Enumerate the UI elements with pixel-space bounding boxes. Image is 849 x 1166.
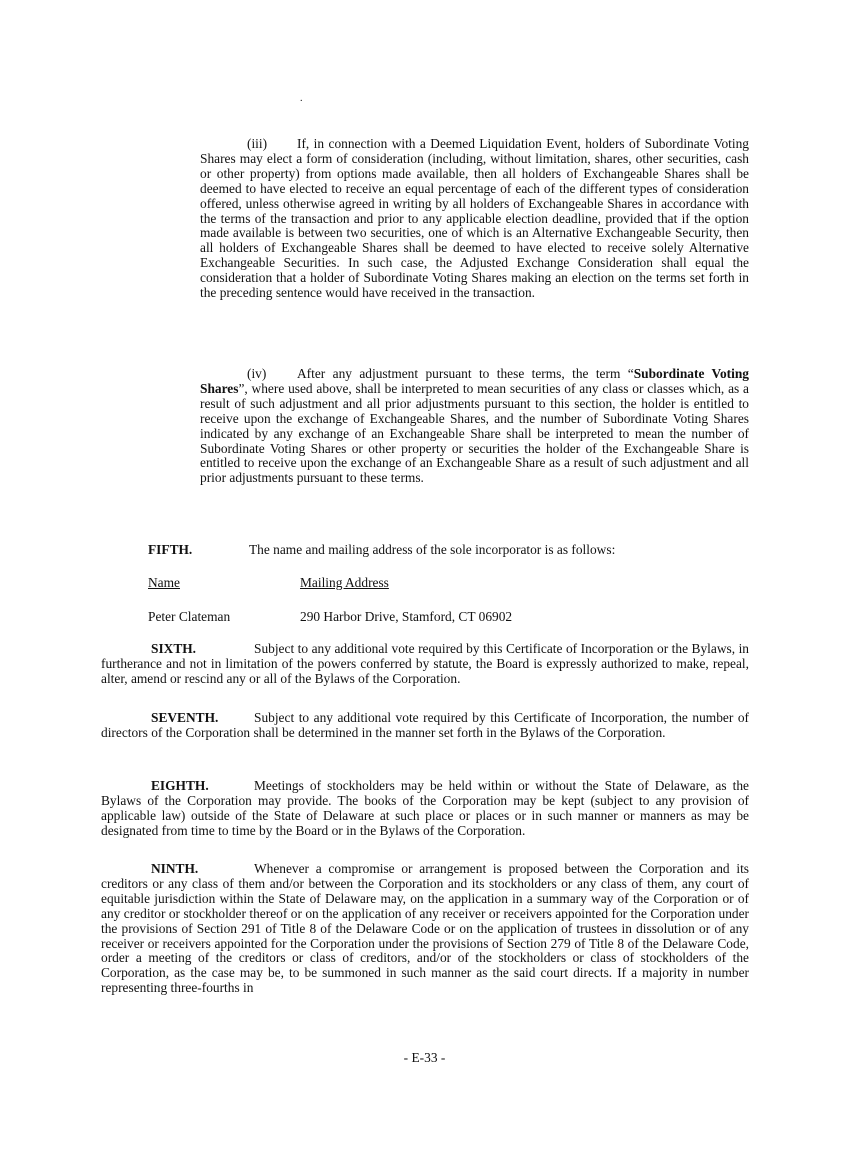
article-ninth [101, 862, 749, 996]
incorporator-name: Peter Clateman [148, 609, 231, 624]
seventh-text: Subject to any additional vote required by this Certificate of Incorporation, the number of directors of the Corporation shall be determined in the manner set forth in the Bylaws of the Corporation. [101, 710, 749, 740]
incorporator-address: 290 Harbor Drive, Stamford, CT 06902 [300, 609, 513, 624]
article-eighth [101, 779, 749, 839]
clause-iv-defined-term: Subordinate Voting Shares [200, 366, 749, 396]
fifth-text: The name and mailing address of the sole incorporator is as follows: [249, 542, 616, 557]
article-seventh [101, 711, 749, 741]
clause-iv-number: (iv) [247, 366, 267, 381]
ninth-heading: NINTH. [151, 861, 199, 876]
eighth-text: Meetings of stockholders may be held within or without the State of Delaware, as the Bylaws of the Corporation may provide. The books of the Corporation may be kept (subject to any provision of applicable law) outside of the State of Delaware at such place or places or in such manner or manners as may be designated from time to time by the Board or in the Bylaws of the Corporation. [101, 778, 749, 838]
clause-iv [200, 367, 749, 486]
article-sixth [101, 642, 749, 687]
seventh-heading: SEVENTH. [151, 710, 219, 725]
ninth-text: Whenever a compromise or arrangement is proposed between the Corporation and its creditors or any class of them and/or between the Corporation and its stockholders or any class of them, any court of equitable jurisdiction within the State of Delaware may, on the application in a summary way of the Corporation or of any creditor or stockholder thereof or on the application of any receiver or receivers appointed for the Corporation under the provisions of Section 291 of Title 8 of the Delaware Code or on the application of trustees in dissolution or of any receiver or receivers appointed for the Corporation under the provisions of Section 279 of Title 8 of the Delaware Code, order a meeting of the creditors or class of creditors, and/or of the stockholders or class of stockholders of the Corporation, as the case may be, to be summoned in such manner as the said court directs. If a majority in number representing three-fourths in [101, 861, 749, 996]
name-column-header: Name [148, 575, 180, 590]
clause-iv-text-after: ”, where used above, shall be interpreted to mean securities of any class or classes which, as a result of such adjustment and all prior adjustments pursuant to this section, the holder is entitled to receive upon the exchange of Exchangeable Shares, and the number of Subordinate Voting Shares indicated by any exchange of an Exchangeable Share shall be interpreted to mean the number of Subordinate Voting Shares or other property or securities the holder of the Exchangeable Share is entitled to receive upon the exchange of an Exchangeable Share as a result of such adjustment and all prior adjustments pursuant to these terms. [200, 380, 749, 486]
top-mark: . [300, 93, 303, 104]
page-number: - E-33 - [403, 1050, 446, 1065]
sixth-text: Subject to any additional vote required by this Certificate of Incorporation or the Bylaws, in furtherance and not in limitation of the powers conferred by statute, the Board is expressly authorized to make, repeal, alter, amend or rescind any or all of the Bylaws of the Corporation. [101, 641, 749, 686]
clause-iii-text: If, in connection with a Deemed Liquidation Event, holders of Subordinate Voting Shares may elect a form of consideration (including, without limitation, shares, other securities, cash or other property) from options made available, then all holders of Exchangeable Shares shall be deemed to have elected to receive an equal percentage of each of the different types of consideration offered, unless otherwise agreed in writing by all holders of Exchangeable Shares in accordance with the terms of the transaction and prior to any applicable election deadline, provided that if the option made available is between two securities, one of which is an Alternative Exchangeable Security, then all holders of Exchangeable Shares shall be deemed to have elected to receive solely Alternative Exchangeable Securities. In such case, the Adjusted Exchange Consideration shall equal the consideration that a holder of Subordinate Voting Shares making an election on the terms set forth in the preceding sentence would have received in the transaction. [200, 136, 749, 301]
fifth-heading: FIFTH. [148, 542, 193, 557]
eighth-heading: EIGHTH. [151, 778, 209, 793]
mailing-address-column-header: Mailing Address [300, 575, 389, 590]
clause-iv-text-before: After any adjustment pursuant to these terms, the term “ [297, 366, 634, 381]
sixth-heading: SIXTH. [151, 641, 197, 656]
clause-iii-number: (iii) [247, 136, 268, 151]
clause-iii [200, 137, 749, 301]
